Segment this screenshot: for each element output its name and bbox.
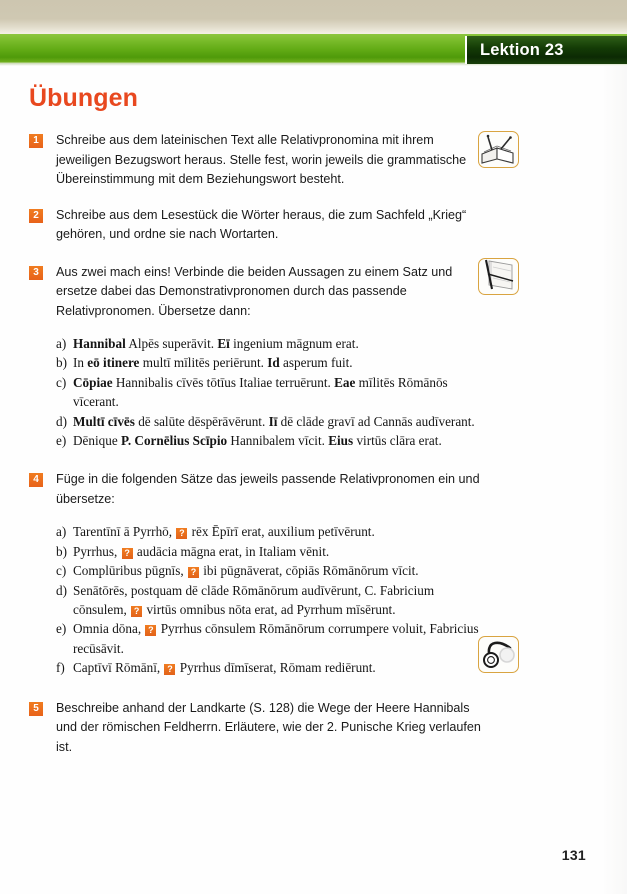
exercise-instruction: Schreibe aus dem lateinischen Text alle Relativpronomina mit ihrem jeweiligen Bezugswort heraus. Stelle fest, worin jeweils die grammatische Übereinstimmung mit dem Beziehungswort besteht. [56,133,467,186]
sub-item-text [73,522,481,541]
exercise-number-badge: 1 [29,134,43,148]
exercise-5 [29,699,589,758]
sub-item-text [73,431,481,450]
bold-run: Eius [328,433,354,449]
sub-item-letter: e) [56,433,67,449]
exercise-sub-item [56,542,481,561]
text-run: Pyrrhus, [73,543,121,559]
text-run: In [73,355,88,371]
sub-item-letter: f) [56,660,65,676]
text-run: rēx Ēpīrī erat, auxilium petīvērunt. [188,524,375,540]
exercise-sub-item [56,522,481,541]
sub-item-letter: b) [56,543,67,559]
sub-item-text [73,581,481,620]
sub-item-text [73,353,481,372]
text-run: Pyrrhus cōnsulem Rōmānōrum corrumpere voluit, Fabricius recūsāvit. [73,621,479,656]
sub-item-letter: c) [56,563,67,579]
sub-item-letter: a) [56,336,67,351]
text-run: multī mīlitēs periērunt. [139,355,268,371]
text-run: Alpēs superāvit. [125,336,218,351]
sub-item-text [73,542,481,561]
bold-run: Eī [217,336,230,351]
bold-run: Multī cīvēs [73,413,135,429]
exercise-sub-item [56,373,481,412]
exercise-instruction: Aus zwei mach eins! Verbinde die beiden Aussagen zu einem Satz und ersetze dabei das Demonstrativpronomen durch das passende Relativpronomen. Übersetze dann: [56,264,453,318]
text-run: ingenium māgnum erat. [229,336,359,351]
exercise-sub-item [56,353,481,372]
exercise-sub-item [56,412,481,431]
text-run: mīlitēs Rōmānōs vīcerant. [73,374,448,410]
exercise-body [56,206,481,245]
text-run: asperum fuit. [279,355,353,371]
exercise-number-badge: 2 [29,209,43,223]
paper-shading [601,66,627,894]
text-run: dē salūte dēspērāvērunt. [134,413,269,429]
bold-run: Hannibal [73,336,126,351]
text-run: Senātōrēs, postquam dē clāde Rōmānōrum audīvērunt, C. Fabricium cōnsulem, [73,582,435,618]
exercise-body [56,470,481,677]
sub-item-text [73,334,481,353]
sub-item-letter: b) [56,355,67,371]
sub-item-text [73,373,481,412]
exercise-number-badge: 4 [29,473,43,487]
sub-item-letter: d) [56,582,67,598]
exercise-number-badge: 3 [29,266,43,280]
bold-run: Id [267,355,280,371]
text-run: audācia māgna erat, in Italiam vēnit. [133,543,330,559]
question-mark-placeholder: ? [145,625,156,636]
page-number: 131 [561,847,586,863]
question-mark-placeholder: ? [131,606,142,617]
bold-run: Cōpiae [73,374,113,390]
question-mark-placeholder: ? [164,664,175,675]
sub-item-text [73,412,481,431]
exercise-items [56,522,481,677]
bold-run: eō itinere [87,355,140,371]
writing-pen-page-icon [478,258,519,295]
text-run: Complūribus pūgnīs, [73,563,187,579]
page-title: Übungen [29,84,139,112]
bold-run: Eae [334,374,356,390]
sub-item-letter: e) [56,621,67,637]
exercise-2 [29,206,589,245]
open-book-icon [478,131,519,168]
exercise-items [56,334,481,450]
exercise-instruction: Füge in die folgenden Sätze das jeweils passende Relativpronomen ein und übersetze: [56,472,480,506]
text-run: ibi pūgnāverat, cōpiās Rōmānōrum vīcit. [199,563,419,579]
sub-item-letter: a) [56,524,67,540]
bold-run: Iī [268,413,278,429]
text-run: Captīvī Rōmānī, [73,660,164,676]
exercise-sub-item [56,658,481,677]
text-run: Dēnique [73,433,121,449]
exercise-sub-item [56,619,481,658]
exercise-body [56,263,481,451]
exercise-number-badge: 5 [29,702,43,716]
exercise-sub-item [56,431,481,450]
scan-paper-edge [0,0,627,34]
lektion-tab [465,36,627,64]
question-mark-placeholder: ? [188,567,199,578]
text-run: Tarentīnī ā Pyrrhō, [73,524,176,540]
bold-run: P. Cornēlius Scīpio [120,433,228,449]
exercise-instruction: Beschreibe anhand der Landkarte (S. 128) die Wege der Heere Hannibals und der römischen Feldherrn. Erläutere, wie der 2. Punische Krieg verlaufen ist. [56,700,481,754]
text-run: Omnia dōna, [73,621,145,637]
text-run: Pyrrhus dīmīserat, Rōmam rediērunt. [176,660,376,676]
sub-item-text [73,619,481,658]
exercise-body [56,699,481,758]
lektion-tab-label: Lektion 23 [480,40,564,59]
exercise-instruction: Schreibe aus dem Lesestück die Wörter heraus, die zum Sachfeld „Krieg“ gehören, und ordne sie nach Wortarten. [56,207,467,241]
exercise-sub-item [56,334,481,353]
text-run: virtūs clāra erat. [353,433,442,449]
exercise-sub-item [56,581,481,620]
binoculars-icon [478,636,519,673]
exercise-sub-item [56,561,481,580]
exercise-body [56,131,481,190]
question-mark-placeholder: ? [176,528,187,539]
question-mark-placeholder: ? [122,548,133,559]
sub-item-text [73,658,481,677]
sub-item-letter: d) [56,413,67,429]
text-run: Hannibalem vīcit. [227,433,329,449]
text-run: dē clāde gravī ad Cannās audīverant. [277,413,475,429]
sub-item-text [73,561,481,580]
text-run: Hannibalis cīvēs tōtīus Italiae terruērunt. [112,374,335,390]
sub-item-letter: c) [56,374,67,390]
text-run: virtūs omnibus nōta erat, ad Pyrrhum mīsērunt. [143,602,396,618]
